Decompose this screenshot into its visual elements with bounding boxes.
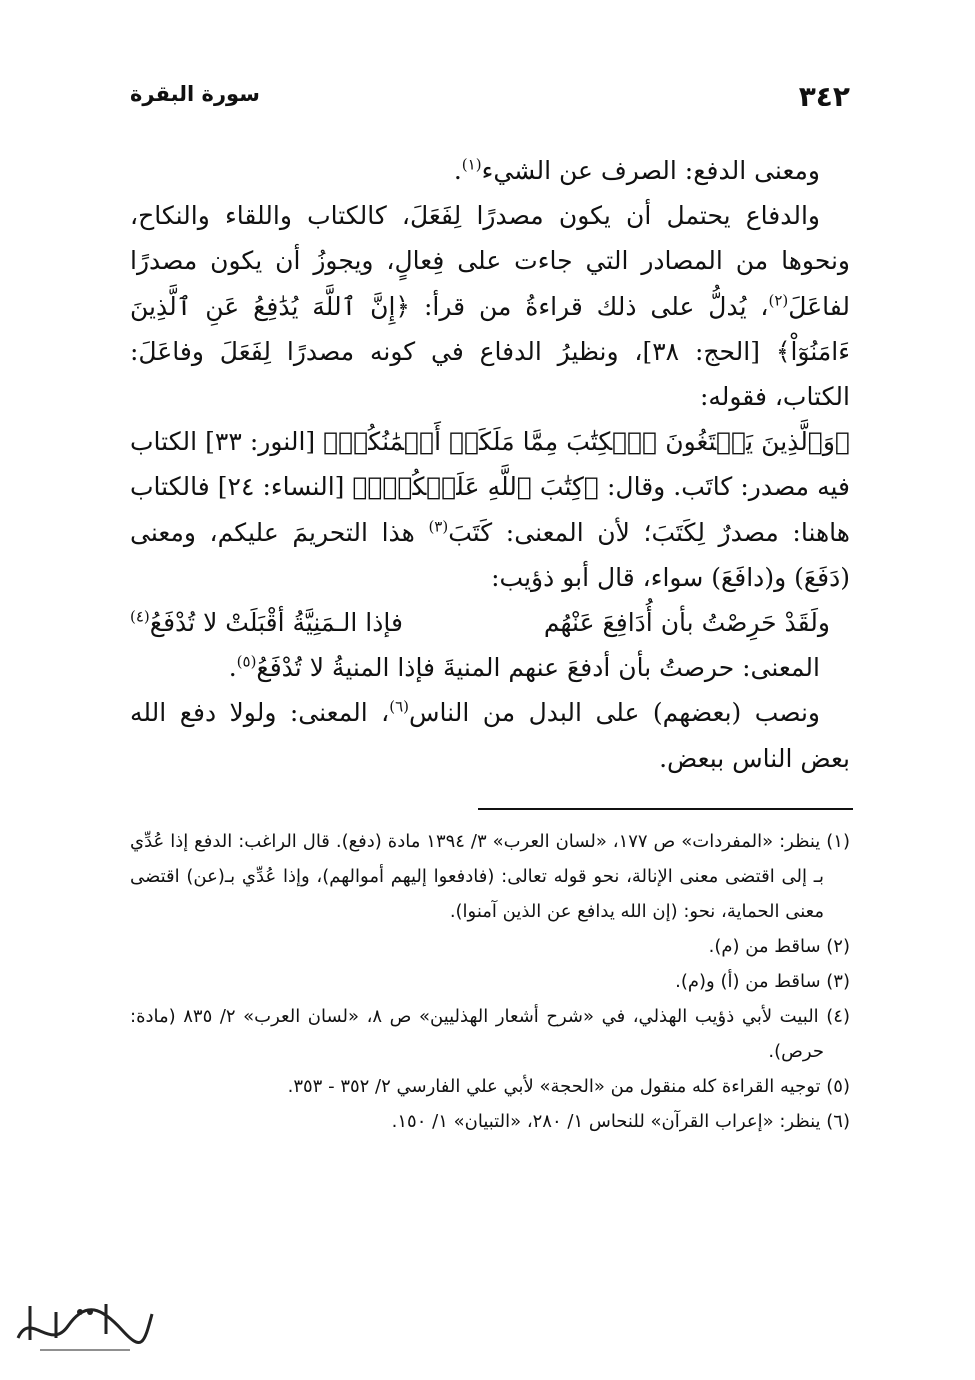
- quran-quote-nisa: ﴿كِتَٰبَ ٱللَّهِ عَلَيۡكُمۡۚ﴾: [352, 472, 599, 502]
- paragraph-3: ﴿وَٱلَّذِينَ يَبۡتَغُونَ ٱلۡكِتَٰبَ مِمَّا مَلَكَتۡ أَيۡمَٰنُكُمۡ﴾ [النور: ٣٣] الكتاب فيه مصدر: كاتَب. وقال: ﴿كِتَٰبَ ٱللَّهِ عَلَيۡكُمۡۚ﴾ [النساء: ٢٤] فالكتاب هاهنا: مصدرٌ لِكَتَبَ؛ لأن المعنى: كَتَبَ$^{(٣)}$ هذا التحريمَ عليكم، ومعنى (دَفَعَ) و(دافَعَ) سواء، قال أبو ذؤيب:: [130, 427, 850, 592]
- paragraph-4: المعنى: حرصتُ بأن أدفعَ عنهم المنيةَ فإذا المنيةُ لا تُدْفَعُ$^{(٥)}$.: [228, 652, 820, 683]
- paragraph-5: ونصب (بعضهم) على البدل من الناس$^{(٦)}$، المعنى: ولولا دفع الله بعض الناس ببعض.: [130, 698, 850, 773]
- footnote-ref-1: (١): [461, 155, 482, 174]
- quran-quote-hajj: ﴿إِنَّ ٱللَّهَ يُدَٰفِعُ عَنِ ٱلَّذِينَ ءَامَنُوٓاْ﴾: [130, 291, 850, 366]
- verse-second-hemistich: فإذا الـمَنِيَّةُ أقْبَلَتْ لا تُدْفَعُ: [149, 608, 403, 638]
- page-header: [130, 74, 850, 118]
- surah-title: سورة البقرة: [130, 82, 260, 106]
- paragraph-2: والدفاع يحتمل أن يكون مصدرًا لِفَعَلَ، كالكتاب واللقاء والنكاح، ونحوها من المصادر التي جاءت على فِعالٍ، ويجوزُ أن يكون مصدرًا لفاعَلَ$^{(٢)}$، يُدلُّ على ذلك قراءةُ من قرأ: ﴿إِنَّ ٱللَّهَ يُدَٰفِعُ عَنِ ٱلَّذِينَ ءَامَنُوٓاْ﴾ [الحج: ٣٨]، ونظيرُ الدفاع في كونه مصدرًا لِفَعَلَ وفاعَلَ: الكتاب، فقوله:: [130, 201, 850, 412]
- footnote-ref-5: (٥): [236, 652, 257, 671]
- footnote-2: (٢) ساقط من (م).: [708, 936, 850, 957]
- page-number: ٣٤٢: [798, 80, 850, 113]
- main-text: [130, 148, 850, 781]
- footnote-ref-6: (٦): [389, 698, 410, 717]
- verse-first-hemistich: ولَقَدْ حَرِصْتُ بأن أُدَافِعَ عَنْهُم: [543, 608, 830, 638]
- footnotes: [130, 824, 850, 1139]
- quran-quote-nur: ﴿وَٱلَّذِينَ يَبۡتَغُونَ ٱلۡكِتَٰبَ مِمَّا مَلَكَتۡ أَيۡمَٰنُكُمۡ﴾: [323, 427, 850, 457]
- footnote-3: (٣) ساقط من (أ) و(م).: [675, 971, 850, 992]
- poetry-verse: [130, 600, 850, 645]
- publisher-logo: [10, 1290, 160, 1360]
- footnote-6: (٦) ينظر: «إعراب القرآن» للنحاس ١/ ٢٨٠، «التبيان» ١/ ١٥٠.: [391, 1111, 850, 1132]
- footnote-4: (٤) البيت لأبي ذؤيب الهذلي، في «شرح أشعار الهذليين» ص ٨، «لسان العرب» ٢/ ٨٣٥ (مادة: حرص).: [130, 1006, 850, 1062]
- footnote-1: (١) ينظر: «المفردات» ص ١٧٧، «لسان العرب» ٣/ ١٣٩٤ مادة (دفع). قال الراغب: الدفع إذا عُدِّي بـ إلى اقتضى معنى الإنالة، نحو قوله تعالى: (فادفعوا إليهم أموالهم)، وإذا عُدِّي بـ(عن) اقتضى معنى الحماية، نحو: (إن الله يدافع عن الذين آمنوا).: [130, 831, 850, 922]
- footnote-ref-2: (٢): [768, 291, 789, 310]
- footnote-ref-4: (٤): [130, 607, 150, 626]
- footnote-ref-3: (٣): [428, 517, 449, 536]
- paragraph-1: ومعنى الدفع: الصرف عن الشيء$^{(١)}$.: [453, 155, 820, 185]
- footnote-separator: [478, 808, 853, 810]
- footnote-5: (٥) توجيه القراءة كله منقول من «الحجة» لأبي علي الفارسي ٢/ ٣٥٢ - ٣٥٣.: [287, 1076, 850, 1097]
